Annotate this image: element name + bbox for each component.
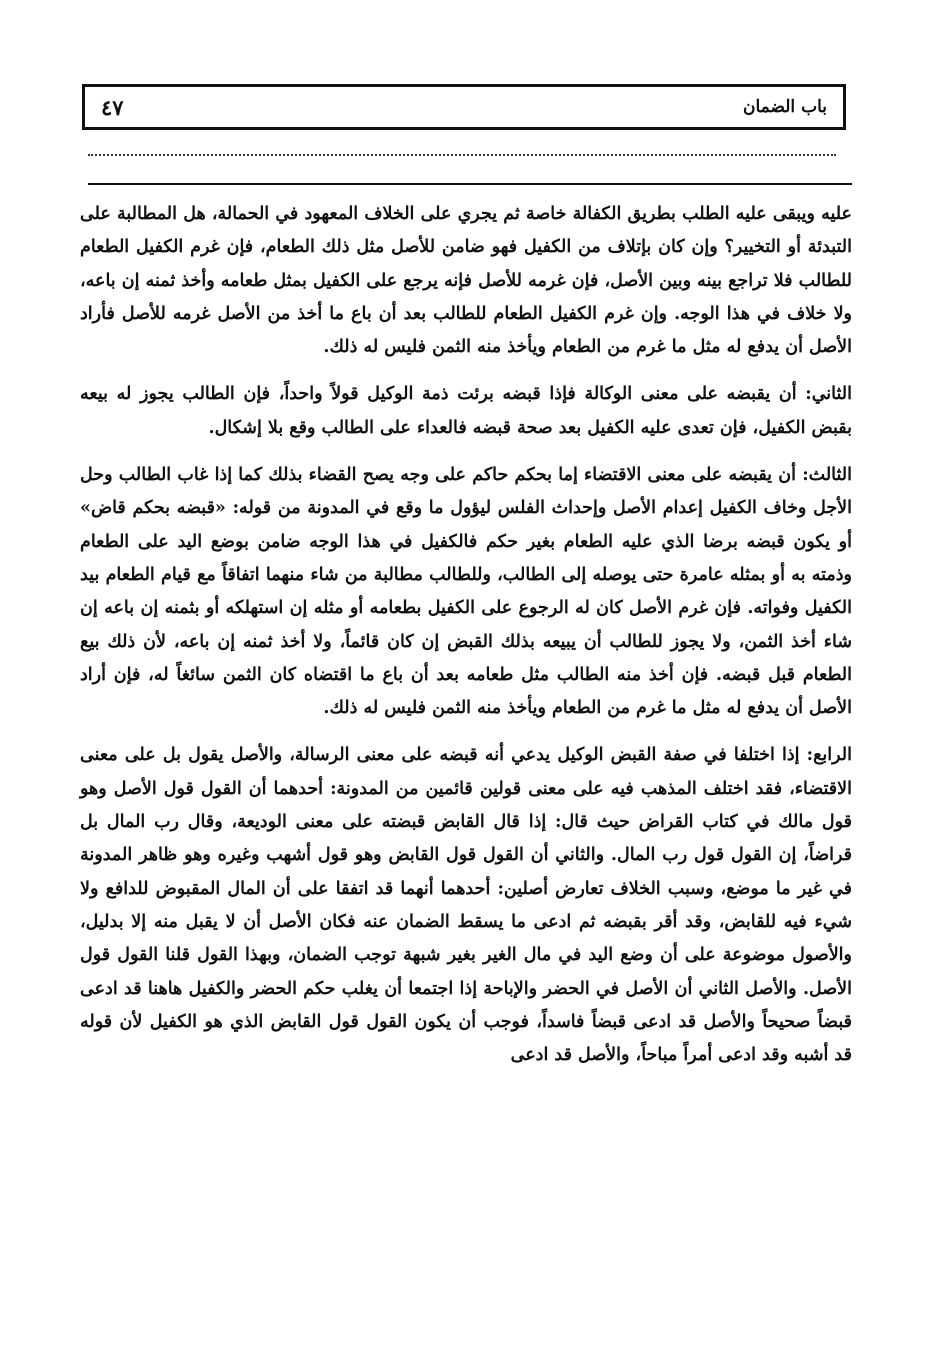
paragraph: الثاني: أن يقبضه على معنى الوكالة فإذا قبضه برئت ذمة الوكيل قولاً واحداً، فإن الطالب يجوز له بيعه بقبض الكفيل، فإن تعدى عليه الكفيل بعد صحة قبضه فالعداء على الطالب وقع بلا إشكال. [80,384,852,438]
header-rule [88,183,852,185]
running-head: باب الضمان [743,97,827,117]
paragraph: عليه ويبقى عليه الطلب بطريق الكفالة خاصة ثم يجري على الخلاف المعهود في الحمالة، هل المطالبة على التبدئة أو التخيير؟ وإن كان بإتلاف من الكفيل فهو ضامن للأصل مثل ذلك الطعام، فإن غرم الكفيل الطعام للطالب فلا تراجع بينه وبين الأصل، فإن غرمه للأصل فإنه يرجع على الكفيل بمثل طعامه وأخذ ثمنه إن باعه، ولا خلاف في هذا الوجه. وإن غرم الكفيل الطعام للطالب بعد أن باع ما أخذ من الأصل غرمه للأصل فأراد الأصل أن يدفع له مثل ما غرم من الطعام ويأخذ منه الثمن فليس له ذلك. [80,204,852,358]
page-header [82,84,846,130]
page-body [80,198,852,1072]
dotted-divider [88,154,836,156]
paragraph: الرابع: إذا اختلفا في صفة القبض الوكيل يدعي أنه قبضه على معنى الرسالة، والأصل يقول بل على معنى الاقتضاء، فقد اختلف المذهب فيه على معنى قولين قائمين من المدونة: أحدهما أن القول قول الأصل وهو قول مالك في كتاب القراض حيث قال: إذا قال القابض قبضته على معنى الوديعة، وقال رب المال بل قراضاً، إن القول قول رب المال. والثاني أن القول قول القابض وهو قول أشهب وغيره وهو ظاهر المدونة في غير ما موضع، وسبب الخلاف تعارض أصلين: أحدهما أنهما قد اتفقا على أن المال المقبوض للدافع ولا شيء فيه للقابض، وقد أقر بقبضه ثم ادعى ما يسقط الضمان عنه فكان الأصل أن لا يقبل منه إلا بدليل، والأصول موضوعة على أن وضع اليد في مال الغير بغير شبهة توجب الضمان، وبهذا القول قلنا القول قول الأصل. والأصل الثاني أن الأصل في الحضر والإباحة إذا اجتمعا أن يغلب حكم الحضر والكفيل هاهنا قد ادعى قبضاً صحيحاً والأصل قد ادعى قبضاً فاسداً، فوجب أن يكون القول قول القابض الذي هو الكفيل لأن قوله قد أشبه وقد ادعى أمراً مباحاً، والأصل قد ادعى [80,745,852,1066]
paragraph: الثالث: أن يقبضه على معنى الاقتضاء إما بحكم حاكم على وجه يصح القضاء بذلك كما إذا غاب الطالب وحل الأجل وخاف الكفيل إعدام الأصل وإحداث الفلس ليؤول ما وقع في المدونة من قوله: «قبضه بحكم قاض» أو يكون قبضه برضا الذي عليه الطعام بغير حكم فالكفيل في هذا الوجه ضامن بوضع اليد على الطعام وذمته به أو بمثله عامرة حتى يوصله إلى الطالب، وللطالب مطالبة من شاء منهما اتفاقاً مع قيام الطعام بيد الكفيل وفواته. فإن غرم الأصل كان له الرجوع على الكفيل بطعامه أو مثله إن استهلكه أو بثمنه إن باعه إن شاء أخذ الثمن، ولا يجوز للطالب أن يبيعه بذلك القبض إن كان قائماً، ولا أخذ ثمنه إن باعه، لأن ذلك بيع الطعام قبل قبضه. فإن أخذ منه الطالب مثل طعامه بعد أن باع ما اقتضاه كان الثمن سائغاً له، فإن أراد الأصل أن يدفع له مثل ما غرم من الطعام ويأخذ منه الثمن فليس له ذلك. [80,465,852,719]
page-number: ٤٧ [101,94,124,120]
